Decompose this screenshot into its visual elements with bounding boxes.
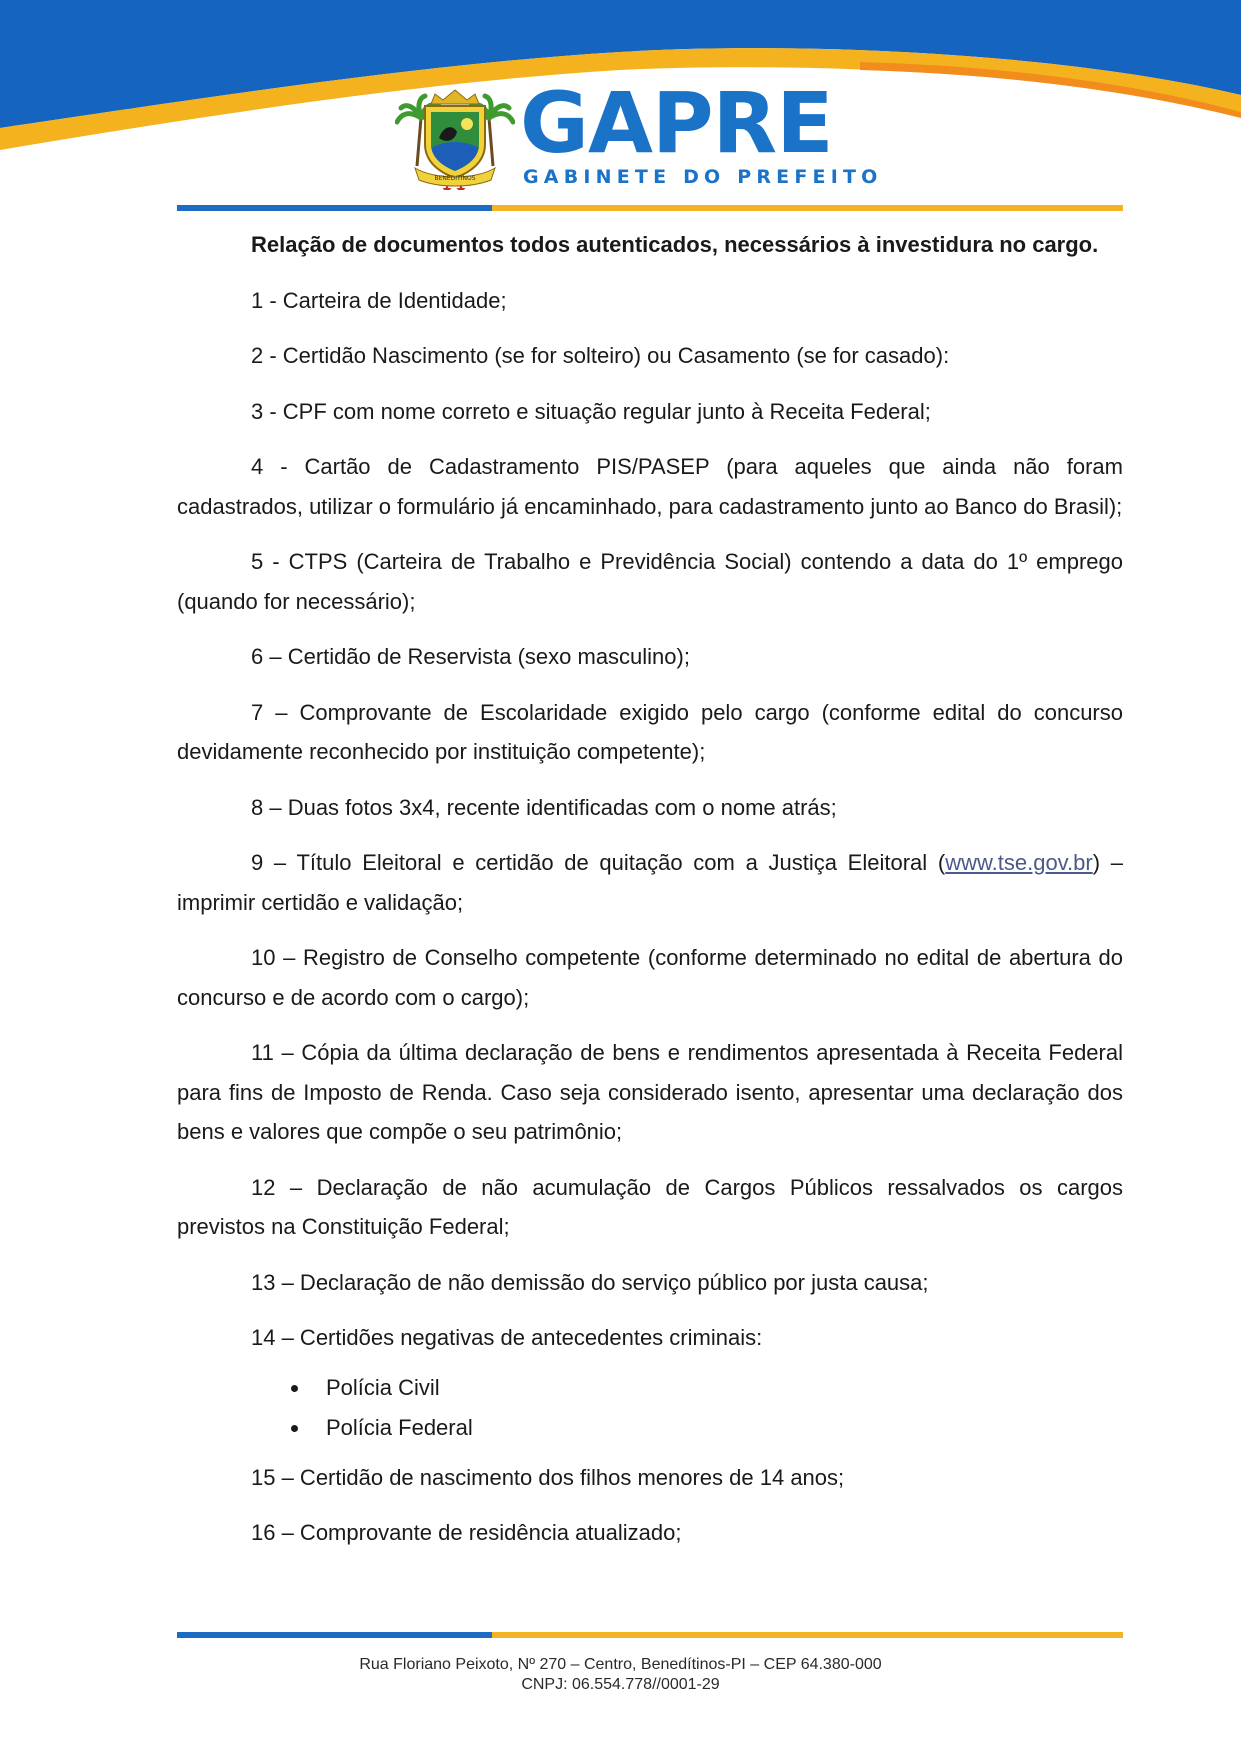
list-item: 1 - Carteira de Identidade; <box>251 287 507 313</box>
brand-subtitle: GABINETE DO PREFEITO <box>523 166 883 188</box>
list-item: 6 – Certidão de Reservista (sexo masculino); <box>251 644 690 669</box>
brand-name: GAPRE <box>520 74 833 172</box>
list-item: 15 – Certidão de nascimento dos filhos menores de 14 anos; <box>251 1464 845 1490</box>
tse-link[interactable]: www.tse.gov.br <box>945 850 1093 875</box>
list-item: 5 - CTPS (Carteira de Trabalho e Previdência Social) contendo a data do 1º emprego (quando for necessário); <box>177 549 1123 614</box>
document-body <box>177 225 1123 1569</box>
list-item: 7 – Comprovante de Escolaridade exigido pelo cargo (conforme edital do concurso devidamente reconhecido por instituição competente); <box>177 699 1123 764</box>
footer-divider <box>177 1632 1123 1638</box>
list-item: 16 – Comprovante de residência atualizado; <box>251 1520 682 1545</box>
list-item <box>177 843 1123 922</box>
coat-of-arms-logo <box>395 88 515 190</box>
svg-text:BENEDITINOS: BENEDITINOS <box>434 175 476 182</box>
list-item: 12 – Declaração de não acumulação de Cargos Públicos ressalvados os cargos previstos na Constituição Federal; <box>177 1174 1123 1239</box>
list-item-text: ) – imprimir certidão e validação; <box>177 850 1123 915</box>
header-divider <box>177 205 1123 211</box>
list-item-text: 9 – Título Eleitoral e certidão de quitação com a Justiça Eleitoral ( <box>251 850 946 875</box>
bullet-item: Polícia Federal <box>177 1408 1123 1448</box>
list-item: 2 - Certidão Nascimento (se for solteiro) ou Casamento (se for casado): <box>251 343 950 368</box>
list-item: 4 - Cartão de Cadastramento PIS/PASEP (para aqueles que ainda não foram cadastrados, utilizar o formulário já encaminhado, para cadastramento junto ao Banco do Brasil); <box>177 454 1123 519</box>
footer <box>0 1655 1241 1695</box>
list-item: 14 – Certidões negativas de antecedentes criminais: <box>251 1325 763 1350</box>
list-item: 10 – Registro de Conselho competente (conforme determinado no edital de abertura do concurso e de acordo com o cargo); <box>177 945 1123 1010</box>
list-item: 3 - CPF com nome correto e situação regular junto à Receita Federal; <box>251 398 931 424</box>
bullet-list <box>177 1368 1123 1448</box>
list-item: 11 – Cópia da última declaração de bens e rendimentos apresentada à Receita Federal para fins de Imposto de Renda. Caso seja considerado isento, apresentar uma declaração dos bens e valores que compõe o seu patrimônio; <box>177 1040 1123 1144</box>
bullet-item: Polícia Civil <box>177 1368 1123 1408</box>
list-item: 13 – Declaração de não demissão do serviço público por justa causa; <box>251 1269 929 1295</box>
footer-address: Rua Floriano Peixoto, Nº 270 – Centro, Benedítinos-PI – CEP 64.380-000 <box>359 1656 882 1673</box>
footer-cnpj: CNPJ: 06.554.778//0001-29 <box>521 1676 720 1693</box>
list-item: 8 – Duas fotos 3x4, recente identificadas com o nome atrás; <box>251 794 837 820</box>
document-title: Relação de documentos todos autenticados, necessários à investidura no cargo. <box>251 232 1099 257</box>
